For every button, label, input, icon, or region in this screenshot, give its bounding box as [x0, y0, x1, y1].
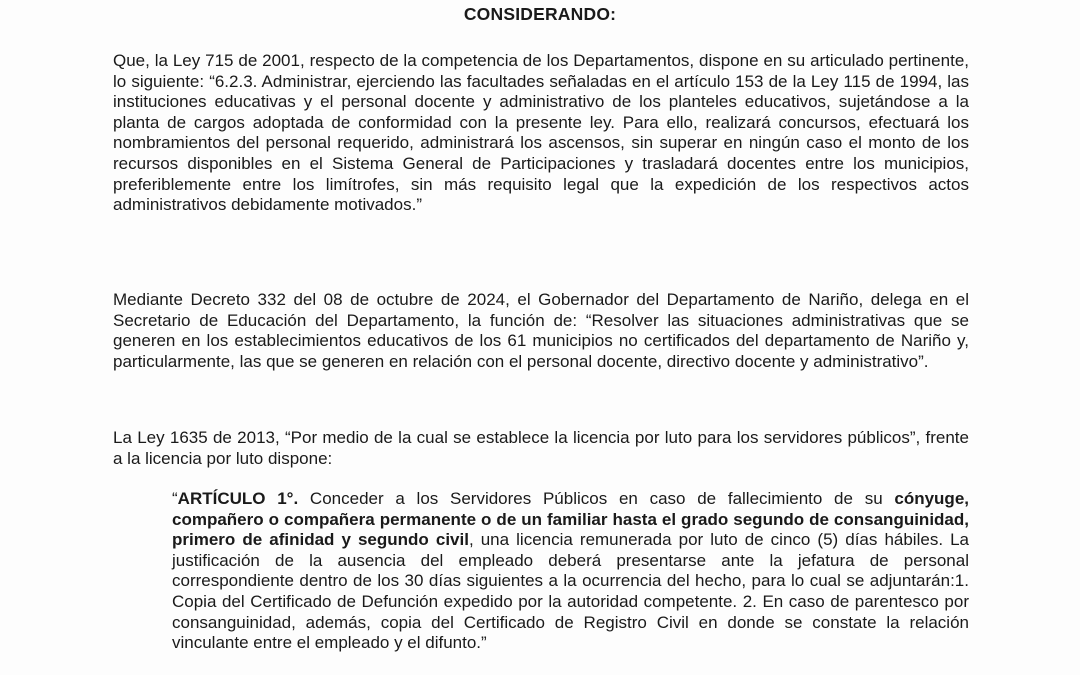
quote-open-mark: “ — [172, 489, 178, 508]
section-heading: CONSIDERANDO: — [463, 4, 617, 24]
paragraph-ley-715: Que, la Ley 715 de 2001, respecto de la competencia de los Departamentos, dispone en su articulado pertinente, lo siguiente: “6.2.3. Administrar, ejerciendo las facultades señaladas en el artículo 153 de la Ley 115 de 1994, las instituciones educativas y el personal docente y administrativo de los planteles educativos, sujetándose a la planta de cargos adoptada de conformidad con la presente ley. Para ello, realizará concursos, efectuará los nombramientos del personal requerido, administrará los ascensos, sin superar en ningún caso el monto de los recursos disponibles en el Sistema General de Participaciones y trasladará docentes entre los municipios, preferiblemente entre los limítrofes, sin más requisito legal que la expedición de los respectivos actos administrativos debidamente motivados.” — [113, 51, 969, 215]
article-bold-relatives: cónyuge, compañero o compañera permanente o de un familiar hasta el grado segundo de consanguinidad, primero de afinidad y segundo civil — [172, 489, 969, 550]
paragraph-ley-1635: La Ley 1635 de 2013, “Por medio de la cual se establece la licencia por luto para los servidores públicos”, frente a la licencia por luto dispone: — [113, 428, 969, 468]
article-label: ARTÍCULO 1°. — [177, 489, 299, 508]
paragraph-decreto-332: Mediante Decreto 332 del 08 de octubre de 2024, el Gobernador del Departamento de Nariño, delega en el Secretario de Educación del Departamento, la función de: “Resolver las situaciones administrativas que se generen en los establecimientos educativos de los 61 municipios no certificados del departamento de Nariño y, particularmente, las que se generen en relación con el personal docente, directivo docente y administrativo”. — [113, 290, 969, 371]
article-text-c: , una licencia remunerada por luto de cinco (5) días hábiles. La justificación de la ausencia del empleado deberá presentarse ante la jefatura de personal correspondiente dentro de los 30 días siguientes a la ocurrencia del hecho, para lo cual se adjuntarán:1. Copia del Certificado de Defunción expedido por la autoridad competente. 2. En caso de parentesco por consanguinidad, además, copia del Certificado de Registro Civil en donde se constate la relación vinculante entre el empleado y el difunto.” — [172, 530, 970, 653]
quoted-article — [172, 489, 969, 654]
article-text-a: Conceder a los Servidores Públicos en caso de fallecimiento de su — [298, 489, 895, 508]
